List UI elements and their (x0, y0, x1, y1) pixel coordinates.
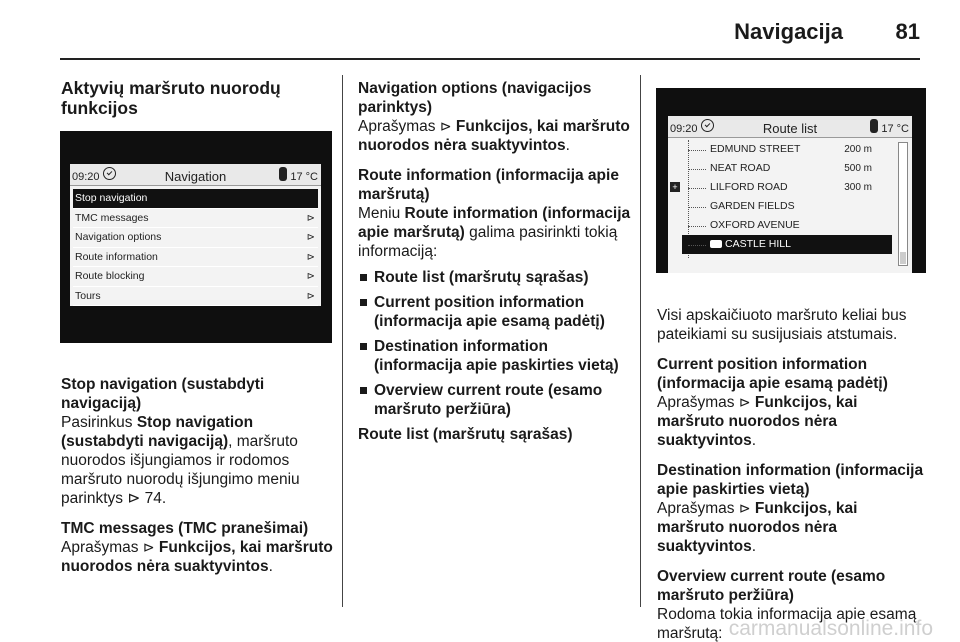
section-title: Navigacija (734, 19, 843, 44)
expand-plus-icon[interactable]: + (670, 182, 680, 192)
screen-temperature: 17 °C (881, 123, 909, 135)
menu-item-tmc-messages[interactable]: TMC messages ⊳ (73, 209, 318, 229)
current-position-title: Current position information (informacija apie esamą padėtį) (657, 356, 888, 392)
overview-route-text: Rodoma tokia informacija apie esamą maršrutą: (657, 606, 917, 642)
tmc-messages-text: Aprašymas ⊳ Funkcijos, kai maršruto nuorodos nėra suaktyvintos. (61, 539, 333, 575)
reference-arrow-icon: ⊳ (439, 118, 452, 134)
section-heading: Aktyvių maršruto nuorodų funkcijos (61, 78, 281, 118)
reference-arrow-icon: ⊳ (738, 394, 751, 410)
list-item[interactable]: LILFORD ROAD 300 m (682, 178, 892, 197)
route-information-text: Meniu Route information (informacija apie maršrutą) galima pasirinkti tokią informaciją: (358, 205, 631, 260)
destination-information-title: Destination information (informacija apie paskirties vietą) (657, 462, 924, 498)
page-number: 81 (895, 19, 920, 44)
reference-arrow-icon: ⊳ (142, 539, 155, 555)
menu-item-route-information[interactable]: Route information ⊳ (73, 248, 318, 268)
current-position-text: Aprašymas ⊳ Funkcijos, kai maršruto nuorodos nėra suaktyvintos. (657, 394, 858, 449)
route-list-screen (656, 88, 926, 273)
thermometer-icon (279, 167, 287, 181)
screen-title: Navigation (164, 169, 227, 184)
stop-navigation-text: Pasirinkus Stop navigation (sustabdyti navigaciją), maršruto nuorodos išjungiamos ir rodomos maršruto nuorodų išjungimo meniu parinktys ⊳ 74. (61, 414, 300, 507)
chevron-right-icon: ⊳ (306, 232, 315, 243)
page-header (0, 0, 960, 60)
chevron-right-icon: ⊳ (306, 271, 315, 282)
screen-menu (70, 186, 321, 306)
navigation-screen (60, 131, 332, 343)
list-item[interactable]: OXFORD AVENUE (682, 216, 892, 235)
reference-arrow-icon: ⊳ (738, 500, 751, 516)
stop-navigation-title: Stop navigation (sustabdyti navigaciją) (61, 376, 265, 412)
thermometer-icon (870, 119, 878, 133)
header-rule (60, 58, 920, 60)
menu-item-stop-navigation[interactable]: Stop navigation (73, 189, 318, 209)
car-icon (710, 240, 722, 248)
watermark: carmanualsonline.info (728, 617, 933, 640)
column-divider (640, 75, 641, 607)
list-item: Route list (maršrutų sąrašas) (358, 268, 633, 287)
navigation-options-title: Navigation options (navigacijos parinktys) (358, 80, 592, 116)
route-list-title: Route list (maršrutų sąrašas) (358, 426, 573, 443)
route-information-title: Route information (informacija apie maršrutą) (358, 167, 619, 203)
screen-status-bar (70, 164, 321, 186)
list-item: Current position information (informacija apie esamą padėtį) (358, 293, 633, 331)
screen-time: 09:20 (72, 171, 100, 183)
list-item: Destination information (informacija apie paskirties vietą) (358, 337, 633, 375)
menu-item-tours[interactable]: Tours ⊳ (73, 287, 318, 307)
chevron-right-icon: ⊳ (306, 290, 315, 302)
screen-temperature: 17 °C (290, 171, 318, 183)
scrollbar[interactable] (898, 142, 908, 266)
screen-title: Route list (762, 121, 818, 136)
list-item[interactable]: GARDEN FIELDS (682, 197, 892, 216)
screen-time: 09:20 (670, 123, 698, 135)
column-divider (342, 75, 343, 607)
route-list-intro: Visi apskaičiuoto maršruto keliai bus pateikiami su susijusiais atstumais. (657, 307, 907, 343)
screen-status-bar (668, 116, 912, 138)
navigation-options-text: Aprašymas ⊳ Funkcijos, kai maršruto nuorodos nėra suaktyvintos. (358, 118, 630, 154)
column-1 (61, 75, 333, 587)
tmc-messages-title: TMC messages (TMC pranešimai) (61, 520, 309, 537)
page-reference: ⊳ 74. (127, 490, 167, 507)
column-2 (358, 79, 633, 444)
destination-information-text: Aprašymas ⊳ Funkcijos, kai maršruto nuorodos nėra suaktyvintos. (657, 500, 858, 555)
scrollbar-thumb[interactable] (900, 252, 906, 264)
column-3 (657, 75, 927, 642)
list-item[interactable]: CASTLE HILL (682, 235, 892, 254)
route-list (668, 138, 912, 273)
menu-item-navigation-options[interactable]: Navigation options ⊳ (73, 228, 318, 248)
list-item[interactable]: NEAT ROAD 500 m (682, 159, 892, 178)
chevron-right-icon: ⊳ (306, 251, 315, 263)
overview-route-title: Overview current route (esamo maršruto peržiūra) (657, 568, 886, 604)
chevron-right-icon: ⊳ (306, 212, 315, 224)
list-item: Overview current route (esamo maršruto peržiūra) (358, 381, 633, 419)
list-item[interactable]: EDMUND STREET 200 m (682, 140, 892, 159)
menu-item-route-blocking[interactable]: Route blocking ⊳ (73, 267, 318, 287)
